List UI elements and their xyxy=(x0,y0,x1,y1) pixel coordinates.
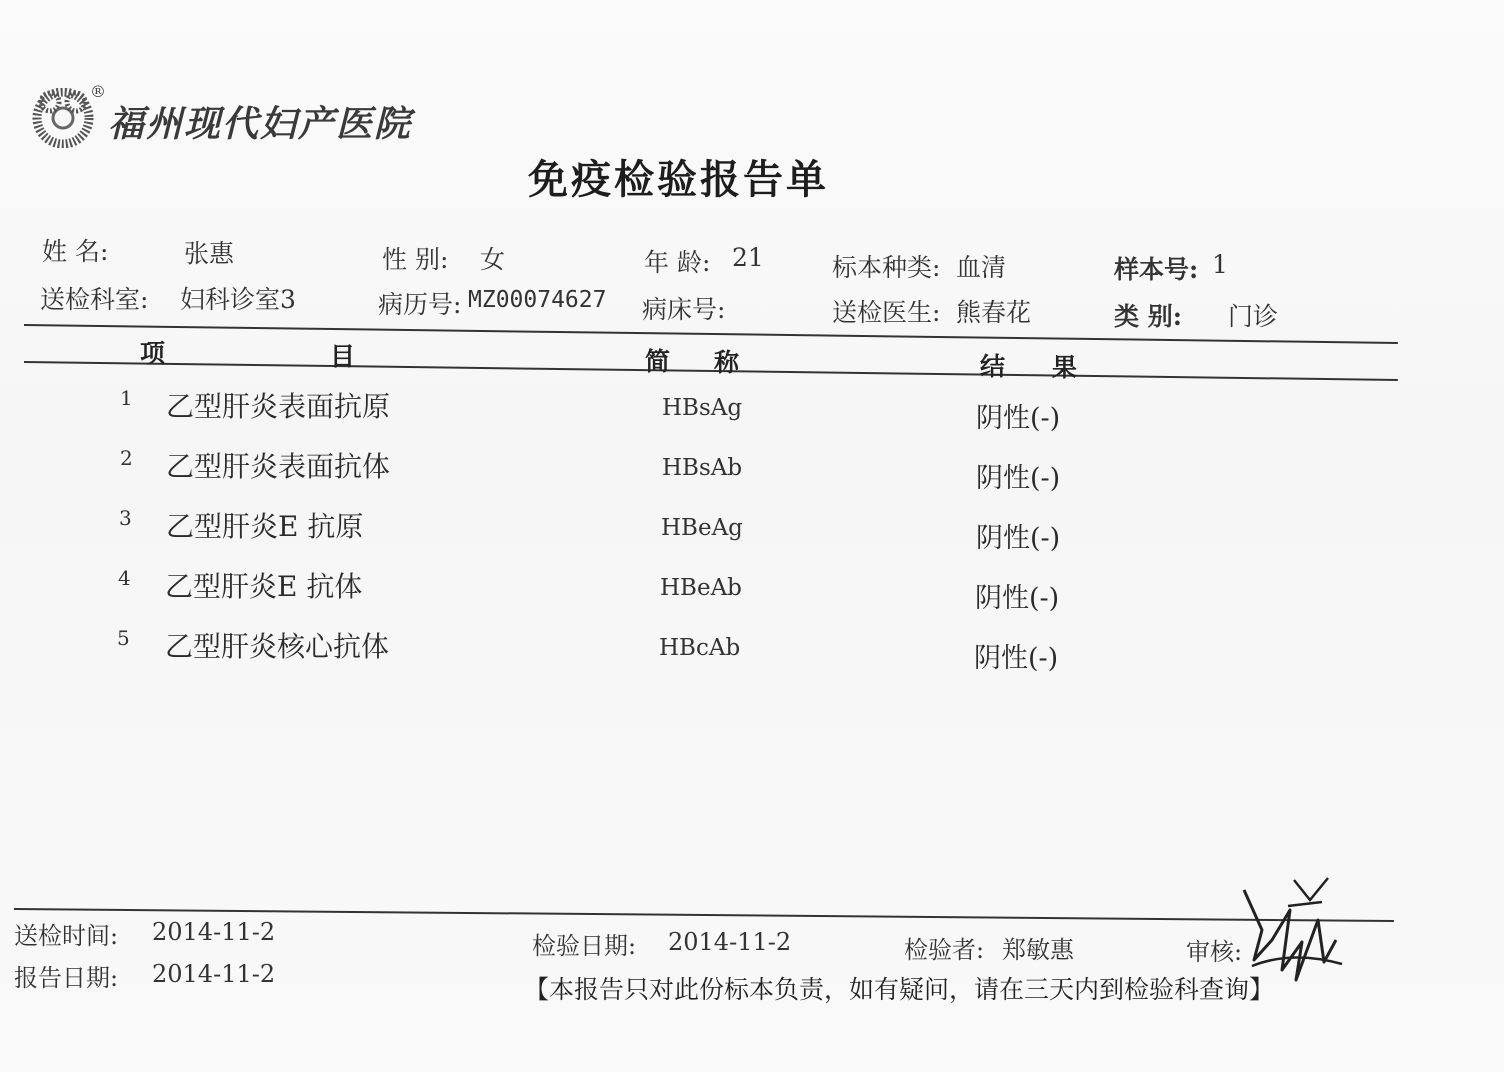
tester-name: 郑敏惠 xyxy=(1002,936,1074,964)
age-label: 年 龄: xyxy=(644,248,711,277)
test-abbr: HBsAb xyxy=(662,455,743,481)
row-number: 1 xyxy=(120,386,133,410)
record-no-label: 病历号: xyxy=(378,290,462,319)
sample-no: 1 xyxy=(1212,250,1228,279)
test-abbr: HBcAb xyxy=(659,635,741,661)
test-abbr: HBeAg xyxy=(661,515,743,541)
test-abbr: HBsAg xyxy=(662,395,743,421)
department: 妇科诊室3 xyxy=(180,285,296,314)
send-time-label: 送检时间: xyxy=(14,922,119,950)
row-number: 2 xyxy=(120,446,133,470)
row-number: 5 xyxy=(117,626,130,650)
report-title: 免疫检验报告单 xyxy=(528,156,829,203)
tester-label: 检验者: xyxy=(904,936,985,964)
test-name: 乙型肝炎E 抗原 xyxy=(166,510,364,543)
reviewer-label: 审核: xyxy=(1186,938,1243,966)
header-item-1: 项 xyxy=(140,339,166,368)
hospital-logo-icon xyxy=(30,88,96,148)
row-number: 3 xyxy=(119,506,132,530)
disclaimer-note: 【本报告只对此份标本负责，如有疑问，请在三天内到检验科查询】 xyxy=(524,975,1275,1004)
test-abbr: HBeAb xyxy=(660,575,742,601)
test-name: 乙型肝炎核心抗体 xyxy=(165,630,390,663)
test-result: 阴性(-) xyxy=(976,463,1061,494)
test-name: 乙型肝炎表面抗体 xyxy=(166,450,391,483)
patient-age: 21 xyxy=(732,243,764,272)
report-date-label: 报告日期: xyxy=(14,964,119,992)
row-number: 4 xyxy=(118,566,131,590)
send-time: 2014-11-2 xyxy=(152,918,276,946)
specimen-type: 血清 xyxy=(956,253,1007,282)
gender-label: 性 别: xyxy=(382,245,449,274)
header-item-2: 目 xyxy=(330,342,356,371)
category: 门诊 xyxy=(1228,302,1279,331)
bed-no-label: 病床号: xyxy=(642,295,726,324)
hospital-name: 福州现代妇产医院 xyxy=(108,103,413,145)
record-no: MZ00074627 xyxy=(468,287,607,313)
doctor-label: 送检医生: xyxy=(832,298,941,327)
category-label: 类 别: xyxy=(1114,302,1182,331)
test-result: 阴性(-) xyxy=(976,523,1061,554)
header-bottom-rule xyxy=(24,361,1398,381)
test-name: 乙型肝炎表面抗原 xyxy=(166,390,391,423)
test-result: 阴性(-) xyxy=(975,583,1060,614)
patient-name: 张惠 xyxy=(184,239,235,268)
header-top-rule xyxy=(24,324,1398,344)
patient-gender: 女 xyxy=(480,245,506,274)
specimen-type-label: 标本种类: xyxy=(832,253,941,282)
test-date: 2014-11-2 xyxy=(668,928,792,956)
test-name: 乙型肝炎E 抗体 xyxy=(165,570,363,603)
header-abbr-1: 简 xyxy=(645,347,671,376)
doctor-name: 熊春花 xyxy=(956,298,1032,327)
name-label: 姓 名: xyxy=(42,237,109,266)
registered-mark: ® xyxy=(90,82,106,101)
test-date-label: 检验日期: xyxy=(532,932,637,960)
header-abbr-2: 称 xyxy=(714,348,740,377)
test-result: 阴性(-) xyxy=(976,403,1061,434)
department-label: 送检科室: xyxy=(40,285,149,314)
header-result-1: 结 xyxy=(980,352,1006,381)
test-result: 阴性(-) xyxy=(974,643,1059,674)
sample-no-label: 样本号: xyxy=(1114,255,1199,284)
header-result-2: 果 xyxy=(1052,353,1078,382)
report-date: 2014-11-2 xyxy=(152,960,276,988)
